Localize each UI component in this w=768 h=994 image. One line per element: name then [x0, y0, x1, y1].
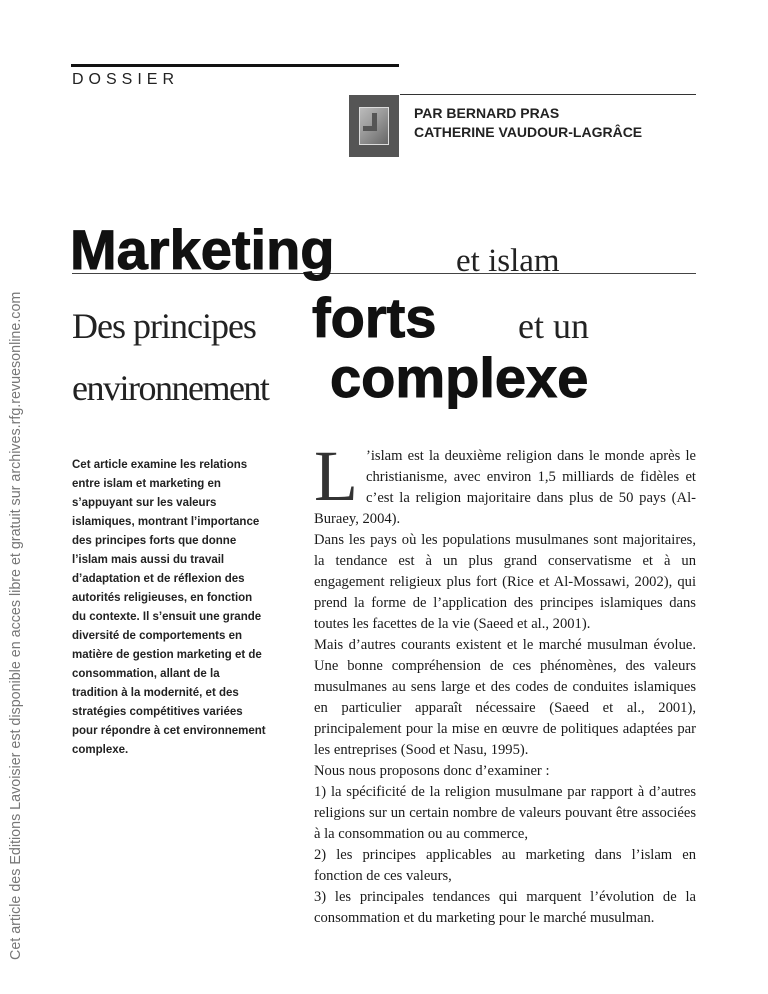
paragraph-1: ’islam est la deuxième religion dans le monde après le christianisme, avec environ 1,5 milliards de fidèles et c’est la religion majoritaire dans plus de 50 pays (Al-Buraey, 2004). — [314, 448, 696, 527]
list-item-2: 2) les principes applicables au marketing dans l’islam en fonction de ces valeurs, — [314, 847, 696, 884]
list-item-1: 1) la spécificité de la religion musulmane par rapport à d’autres religions sur un certain nombre de valeurs pouvant être associées à la consommation ou au commerce, — [314, 784, 696, 842]
list-item-3: 3) les principales tendances qui marquent l’évolution de la consommation et du marketing pour le marché musulman. — [314, 889, 696, 926]
paragraph-4: Nous nous proposons donc d’examiner : — [314, 763, 550, 779]
authors — [414, 104, 642, 142]
divider — [400, 94, 696, 95]
author-1: PAR BERNARD PRAS — [414, 105, 560, 121]
paragraph-2: Dans les pays où les populations musulmanes sont majoritaires, la tendance est à un plus grand conservatisme et à un engagement religieux plus fort (Rice et Al-Mossawi, 2002), qui prend la forme de l’application des principes islamiques dans toutes les facettes de la vie (Saeed et al., 2001). — [314, 532, 696, 632]
title-et-islam: et islam — [456, 243, 560, 279]
title-marketing: Marketing — [70, 218, 335, 281]
paragraph-3: Mais d’autres courants existent et le marché musulman évolue. Une bonne compréhension de ces phénomènes, des valeurs musulmanes au sens large et des codes de conduites islamiques en particulier apparaît nécessaire (Saeed et al., 2001), principalement pour la mise en œuvre de politiques adaptées par les entreprises (Sood et Nasu, 1995). — [314, 637, 696, 758]
author-2: CATHERINE VAUDOUR-LAGRÂCE — [414, 124, 643, 140]
journal-logo — [349, 95, 399, 157]
article-body — [314, 436, 696, 929]
side-note: Cet article des Editions Lavoisier est disponible en acces libre et gratuit sur archives.rfg.revuesonline.com — [8, 291, 24, 960]
title-et-un: et un — [518, 306, 589, 346]
header-rule — [71, 64, 399, 67]
title-des-principes: Des principes — [72, 306, 256, 346]
drop-cap: L — [314, 436, 358, 516]
title-forts: forts — [312, 286, 437, 349]
section-label: DOSSIER — [72, 71, 180, 88]
abstract: Cet article examine les relations entre islam et marketing en s’appuyant sur les valeurs islamiques, montrant l’importance des principes forts que donne l’islam mais aussi du travail d’adaptation et de réflexion des autorités religieuses, en fonction du contexte. Il s’ensuit une grande diversité de comportements en matière de gestion marketing et de consommation, allant de la tradition à la modernité, et des stratégies compétitives variées pour répondre à cet environnement complexe. — [72, 459, 266, 756]
logo-g-mark — [363, 113, 377, 131]
title-environnement: environnement — [72, 368, 269, 408]
title-complexe: complexe — [330, 346, 589, 409]
